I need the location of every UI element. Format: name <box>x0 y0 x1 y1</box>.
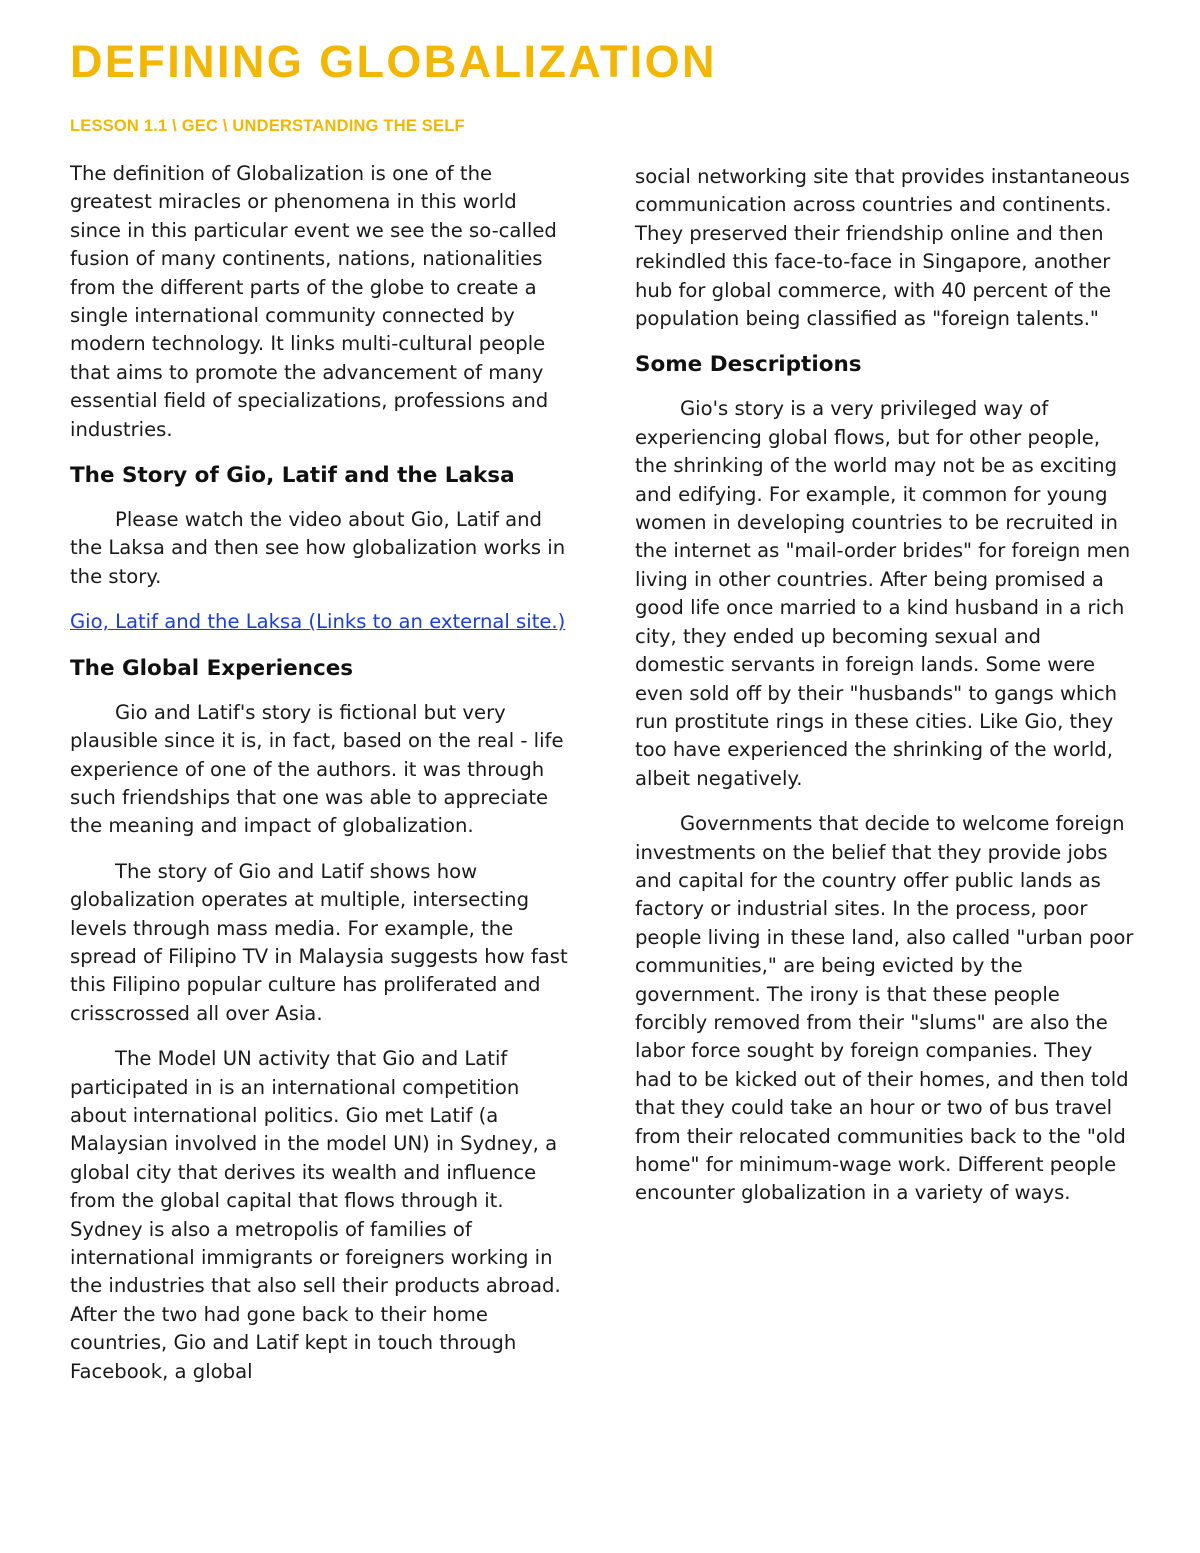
right-column <box>635 163 1135 1225</box>
story-video-link[interactable]: Gio, Latif and the Laksa (Links to an external site.) <box>70 610 566 634</box>
continuation-paragraph: social networking site that provides instantaneous communication across countries and continents. They preserved their friendship online and then rekindled this face-to-face in Singapore, another hub for global commerce, with 40 percent of the population being classified as "foreign talents." <box>635 165 1130 331</box>
descriptions-heading: Some Descriptions <box>635 352 862 378</box>
descriptions-paragraph-2: Governments that decide to welcome foreign investments on the belief that they provide jobs and capital for the country offer public lands as factory or industrial sites. In the process, poor people living in these land, also called "urban poor communities," are being evicted by the government. The irony is that these people forcibly removed from their "slums" are also the labor force sought by foreign companies. They had to be kicked out of their homes, and then told that they could take an hour or two of bus travel from their relocated communities back to the "old home" for minimum-wage work. Different people encounter globalization in a variety of ways. <box>635 812 1134 1205</box>
page-title: DEFINING GLOBALIZATION <box>70 36 717 87</box>
descriptions-paragraph-1: Gio's story is a very privileged way of experiencing global flows, but for other people, the shrinking of the world may not be as exciting and edifying. For example, it common for young women in developing countries to be recruited in the internet as "mail-order brides" for foreign men living in other countries. After being promised a good life once married to a kind husband in a rich city, they ended up becoming sexual and domestic servants in foreign lands. Some were even sold off by their "husbands" to gangs which run prostitute rings in these cities. Like Gio, they too have experienced the shrinking of the world, albeit negatively. <box>635 397 1131 790</box>
story-paragraph: Please watch the video about Gio, Latif and the Laksa and then see how globalization works in the story. <box>70 508 566 588</box>
intro-paragraph: The definition of Globalization is one of the greatest miracles or phenomena in this world since in this particular event we see the so-called fusion of many continents, nations, nationalities from the different parts of the globe to create a single international community connected by modern technology. It links multi-cultural people that aims to promote the advancement of many essential field of specializations, professions and industries. <box>70 162 557 441</box>
global-experiences-heading: The Global Experiences <box>70 655 354 681</box>
lesson-subtitle: LESSON 1.1 \ GEC \ UNDERSTANDING THE SELF <box>70 117 465 135</box>
global-paragraph-3: The Model UN activity that Gio and Latif participated in is an international competition about international politics. Gio met Latif (a Malaysian involved in the model UN) in Sydney, a global city that derives its wealth and influence from the global capital that flows through it. Sydney is also a metropolis of families of international immigrants or foreigners working in the industries that also sell their products abroad. After the two had gone back to their home countries, Gio and Latif kept in touch through Facebook, a global <box>70 1047 561 1383</box>
global-paragraph-2: The story of Gio and Latif shows how globalization operates at multiple, intersecting levels through mass media. For example, the spread of Filipino TV in Malaysia suggests how fast this Filipino popular culture has proliferated and crisscrossed all over Asia. <box>70 859 568 1025</box>
story-heading: The Story of Gio, Latif and the Laksa <box>70 463 515 489</box>
global-paragraph-1: Gio and Latif's story is fictional but very plausible since it is, in fact, based on the real - life experience of one of the authors. it was through such friendships that one was able to appreciate the meaning and impact of globalization. <box>70 700 564 838</box>
left-column <box>70 160 570 1403</box>
